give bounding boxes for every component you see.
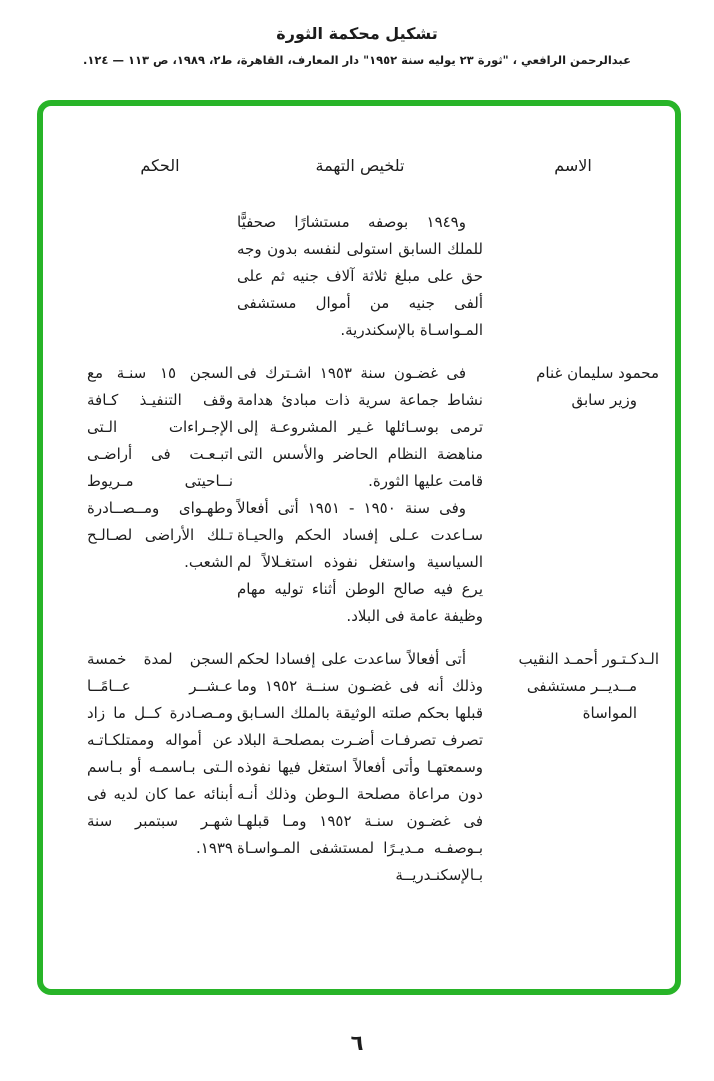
- court-table: [43, 106, 675, 889]
- verdict-cell: السجن ١٥ سنـة مع وقف التنفيـذ كـافة الإجـراءات الـتى اتبـعـت فى أراضـى نــاحيتى مـريوط وطهـواى ومــصــادرة تـلك الأراضى لصـالـح الشعب.: [87, 364, 233, 571]
- name-cell: [487, 646, 659, 727]
- verdict-cell: السجن لمدة خمسة عـشــر عــامًــا ومـصـادرة كــل ما زاد عن أمواله وممتلكـاتـه الـتى بـاسمـه أو بـاسم أبنائه عما كان لديه فى شهـر سبتمبر سنة ١٩٣٩.: [87, 650, 233, 857]
- page-header: [0, 24, 714, 67]
- charge-cell: أتى أفعالاً ساعدت على إفسادا لحكم وذلك أنه فى غضـون سنــة ١٩٥٢ وما قبلها بحكم صلته الوثيقة بالملك السـابق تصرف تصرفـات أضـرت بمصلحـة البلاد وسمعتهـا وأتى أفعالاً استغل فيها نفوذه دون مراعاة مصلحة الـوطن وذلك أنـه فى غضـون سنـة ١٩٥٢ ومـا قبلهـا بـوصفـه مـديـرًا لمستشفى المـواسـاة بـالإسكنـدريــة: [237, 650, 483, 884]
- verdict-cell: [87, 209, 233, 210]
- name-cell: [487, 209, 659, 210]
- charge-cell: فى غضـون سنة ١٩٥٣ اشـترك فى نشاط جماعة سرية ذات مبادئ هدامة ترمى بوسـائلها غـير المشروعـة إلى مناهضة النظام الحاضر والأسس التى قامت عليها الثورة. وفى سنة ١٩٥٠ - ١٩٥١ أتى أفعالاً سـاعدت عـلى إفساد الحكم والحيـاة السياسية واستغل نفوذه استغـلالاً لم يرع فيه صالح الوطن أثناء توليه مهام وظيفة عامة فى البلاد.: [237, 364, 483, 625]
- defendant-name: محمود سليمان غنام: [536, 364, 659, 382]
- column-header-charge: تلخيص التهمة: [315, 156, 405, 175]
- column-header-verdict: الحكم: [140, 156, 180, 175]
- content-frame: [37, 100, 681, 995]
- book-title: تشكيل محكمة الثورة: [276, 24, 438, 43]
- defendant-name: الـدكـتـور أحمـد النقيب: [518, 650, 659, 668]
- citation: عبدالرحمن الرافعي ، "ثورة ٢٣ يوليه سنة ١٩٥٢" دار المعارف، القاهرة، ط٢، ١٩٨٩، ص ١١٣ — ١٢٤.: [83, 53, 631, 67]
- column-header-name: الاسم: [554, 156, 592, 175]
- defendant-role: وزير سابق: [571, 391, 637, 409]
- name-cell: [487, 360, 659, 414]
- charge-cell: و١٩٤٩ بوصفه مستشارًا صحفيًّا للملك السابق استولى لنفسه بدون وجه حق على مبلغ ثلاثة آلاف جنيه ثم على ألفى جنيه من أموال مستشفى المـواسـاة بالإسكندرية.: [237, 213, 483, 339]
- defendant-role: مــديــر مستشفى المواساة: [526, 677, 637, 722]
- page-number: ٦: [350, 1031, 364, 1055]
